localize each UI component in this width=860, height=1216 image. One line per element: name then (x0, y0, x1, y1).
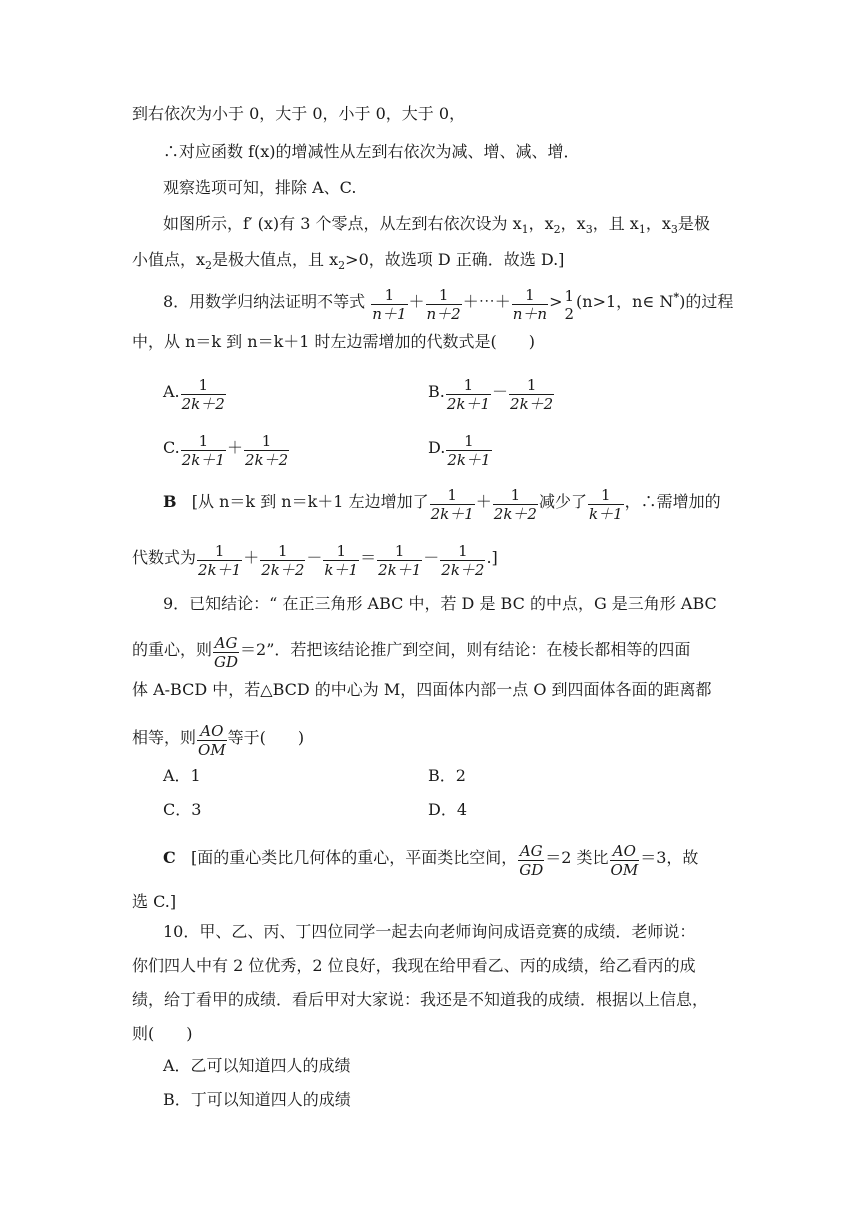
q10-stem-line-3: 绩，给丁看甲的成绩．看后甲对大家说：我还是不知道我的成绩．根据以上信息， (132, 990, 709, 1009)
q9-option-d: D．4 (428, 800, 468, 819)
solution-line-5: 小值点，$x_2$是极大值点，且 $x_2>0$，故选项 D 正确．故选 D.] (132, 250, 565, 273)
fraction: $\frac{1}{n+1}$ (372, 286, 407, 323)
q8-solution-line-2: 代数式为 $\frac{1}{2k+1}$ ＋ $\frac{1}{2k+2}$ － $\frac{1}{k+1}$ ＝ $\frac{1}{2k+1}$ － $\frac{1}{2k+2}$ .] (132, 542, 498, 579)
solution-line-1: 到右依次为小于 0，大于 0，小于 0，大于 0， (132, 104, 466, 123)
q9-option-c: C．3 (163, 800, 202, 819)
q9-solution-line-2: 选 C.] (132, 892, 177, 911)
q9-option-a: A．1 (163, 766, 201, 785)
q9-answer: C (163, 848, 176, 867)
q8-solution-line-1: B [从 n＝k 到 n＝k＋1 左边增加了 $\frac{1}{2k+1}$ ＋ $\frac{1}{2k+2}$ 减少了 $\frac{1}{k+1}$ ，∴需增加的 (163, 486, 721, 523)
fraction: $\frac{1}{n+n}$ (512, 286, 548, 323)
q8-option-c: C. $\frac{1}{2k+1}$ ＋ $\frac{1}{2k+2}$ (163, 432, 289, 469)
fraction: $\frac{1}{n+2}$ (426, 286, 461, 323)
fraction: 1 2 (564, 286, 575, 323)
q9-option-b: B．2 (428, 766, 466, 785)
q8-stem: 8．用数学归纳法证明不等式 $\frac{1}{n+1}$ ＋ $\frac{1}{n+2}$ ＋⋯＋ $\frac{1}{n+n}$ > 1 2 (n>1，n∈ N*)的过程 (163, 286, 734, 323)
q8-option-a: A. $\frac{1}{2k+2}$ (163, 376, 225, 413)
q8-option-b: B. $\frac{1}{2k+1}$ － $\frac{1}{2k+2}$ (428, 376, 554, 413)
q8-option-d: D. $\frac{1}{2k+1}$ (428, 432, 491, 469)
q8-answer: B (163, 492, 177, 511)
q9-stem-line-1: 9．已知结论：“ 在正三角形 ABC 中，若 D 是 BC 的中点，G 是三角形 ABC (163, 594, 717, 613)
q10-stem-line-2: 你们四人中有 2 位优秀，2 位良好，我现在给甲看乙、丙的成绩，给乙看丙的成 (132, 956, 696, 975)
q10-option-a: A．乙可以知道四人的成绩 (163, 1056, 351, 1075)
q9-stem-line-2: 的重心，则 $\frac{AG}{GD}$ ＝2”．若把该结论推广到空间，则有结论：在棱长都相等的四面 (132, 634, 691, 671)
q9-solution-line-1: C [面的重心类比几何体的重心，平面类比空间， $\frac{AG}{GD}$ ＝2 类比 $\frac{AO}{OM}$ ＝3，故 (163, 842, 699, 879)
solution-line-2: ∴对应函数 f(x)的增减性从左到右依次为减、增、减、增． (163, 142, 580, 161)
solution-line-4: 如图所示，f′ (x)有 3 个零点，从左到右依次设为 $x_1$，$x_2$，$x_3$，且 $x_1$，$x_3$是极 (163, 214, 710, 237)
q10-stem-line-4: 则( ) (132, 1024, 193, 1043)
q8-stem-line-2: 中，从 n＝k 到 n＝k＋1 时左边需增加的代数式是( ) (132, 332, 536, 351)
q10-stem-line-1: 10．甲、乙、丙、丁四位同学一起去向老师询问成语竞赛的成绩．老师说： (163, 922, 696, 941)
q9-stem-line-4: 相等，则 $\frac{AO}{OM}$ 等于( ) (132, 722, 305, 759)
q10-option-b: B．丁可以知道四人的成绩 (163, 1090, 351, 1109)
q9-stem-line-3: 体 A-BCD 中，若△BCD 的中心为 M，四面体内部一点 O 到四面体各面的距离都 (132, 680, 712, 699)
solution-line-3: 观察选项可知，排除 A、C. (163, 178, 357, 197)
